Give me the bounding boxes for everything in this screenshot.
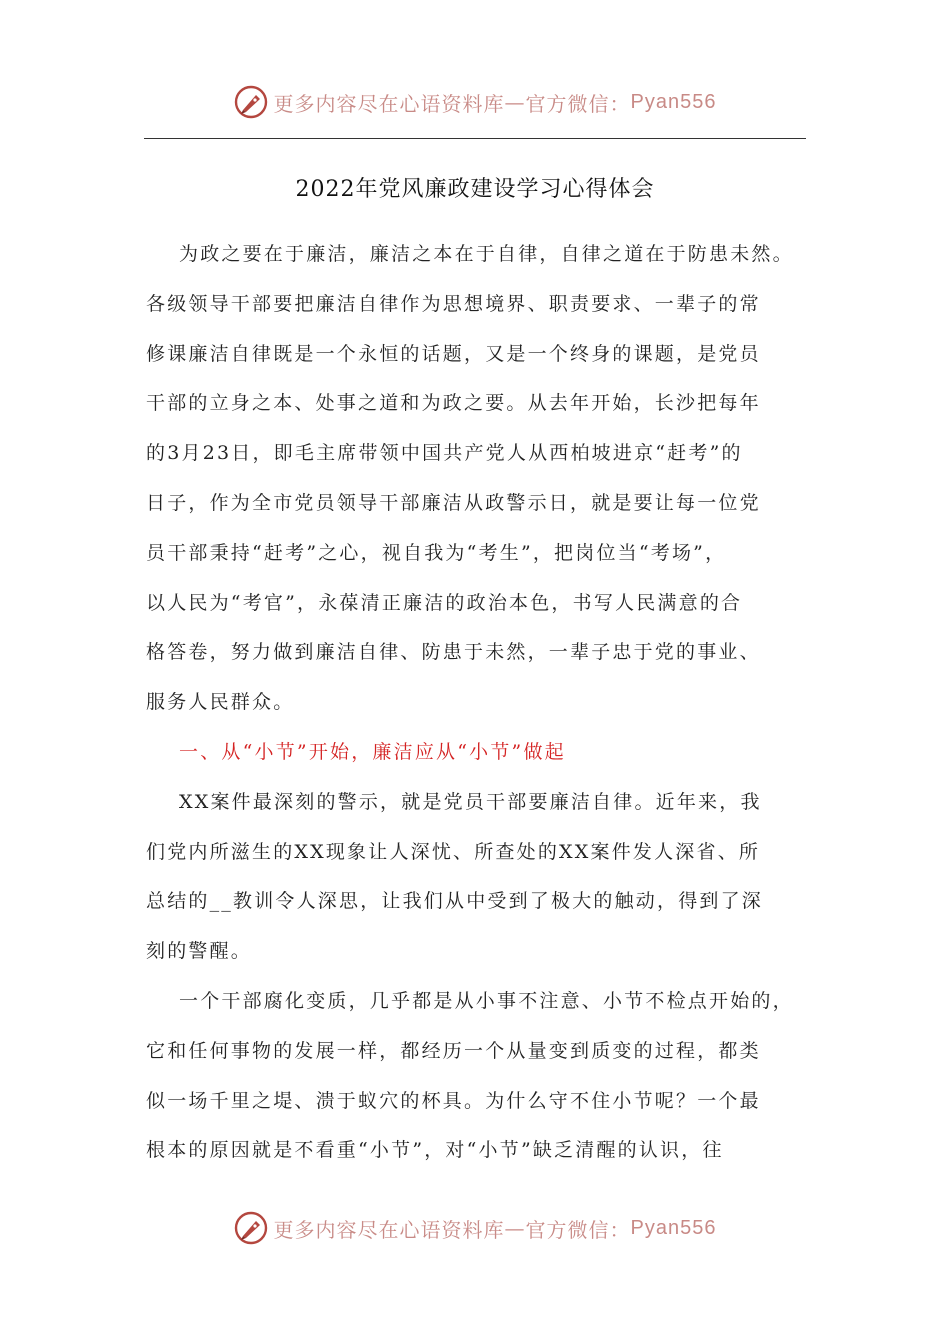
paragraph-line: 刻的警醒。 [146,940,253,963]
header-wechat-label: 官方微信： [525,91,631,116]
paragraph-line: 员干部秉持“赶考”之心，视自我为“考生”，把岗位当“考场”， [146,541,727,564]
header-brand: 更多内容尽在心语资料库 [273,91,505,116]
paragraph-line: 的3月23日，即毛主席带领中国共产党人从西柏坡进京“赶考”的 [146,442,743,465]
header-separator: — [504,90,526,114]
header-divider [144,138,806,139]
pen-nib-logo-icon [234,1211,268,1245]
header-wechat-id: Pyan556 [630,90,717,113]
paragraph-line: 似一场千里之堤、溃于蚁穴的杯具。为什么守不住小节呢？一个最 [146,1089,761,1112]
paragraph-line: 各级领导干部要把廉洁自律作为思想境界、职责要求、一辈子的常 [146,292,761,315]
paragraph-line: 日子，作为全市党员领导干部廉洁从政警示日，就是要让每一位党 [146,491,761,514]
paragraph-line: 修课廉洁自律既是一个永恒的话题，又是一个终身的课题，是党员 [146,342,761,365]
pen-nib-logo-icon [234,85,268,119]
document-title: 2022年党风廉政建设学习心得体会 [295,177,655,202]
document-body [146,230,816,1176]
paragraph-line: XX案件最深刻的警示，就是党员干部要廉洁自律。近年来，我 [179,790,762,813]
paragraph-line: 以人民为“考官”，永葆清正廉洁的政治本色，书写人民满意的合 [146,591,743,614]
paragraph-line: 一个干部腐化变质，几乎都是从小事不注意、小节不检点开始的， [179,989,794,1012]
footer-wechat-id: Pyan556 [630,1216,717,1239]
paragraph-line: 根本的原因就是不看重“小节”，对“小节”缺乏清醒的认识，往 [146,1139,724,1162]
footer-brand: 更多内容尽在心语资料库 [273,1217,505,1242]
paragraph-line: 它和任何事物的发展一样，都经历一个从量变到质变的过程，都类 [146,1039,761,1062]
paragraph-line: 格答卷，努力做到廉洁自律、防患于未然，一辈子忠于党的事业、 [146,641,761,664]
header-banner [0,82,950,122]
footer-separator: — [504,1216,526,1240]
footer-wechat-label: 官方微信： [525,1217,631,1242]
paragraph-line: 服务人民群众。 [146,691,295,714]
footer-banner [0,1208,950,1248]
paragraph-line: 干部的立身之本、处事之道和为政之要。从去年开始，长沙把每年 [146,392,761,415]
section-heading: 一、从“小节”开始，廉洁应从“小节”做起 [179,740,566,763]
paragraph-line: 们党内所滋生的XX现象让人深忧、所查处的XX案件发人深省、所 [146,840,761,863]
paragraph-line: 总结的__教训令人深思，让我们从中受到了极大的触动，得到了深 [146,890,764,913]
paragraph-line: 为政之要在于廉洁，廉洁之本在于自律，自律之道在于防患未然。 [179,243,794,265]
